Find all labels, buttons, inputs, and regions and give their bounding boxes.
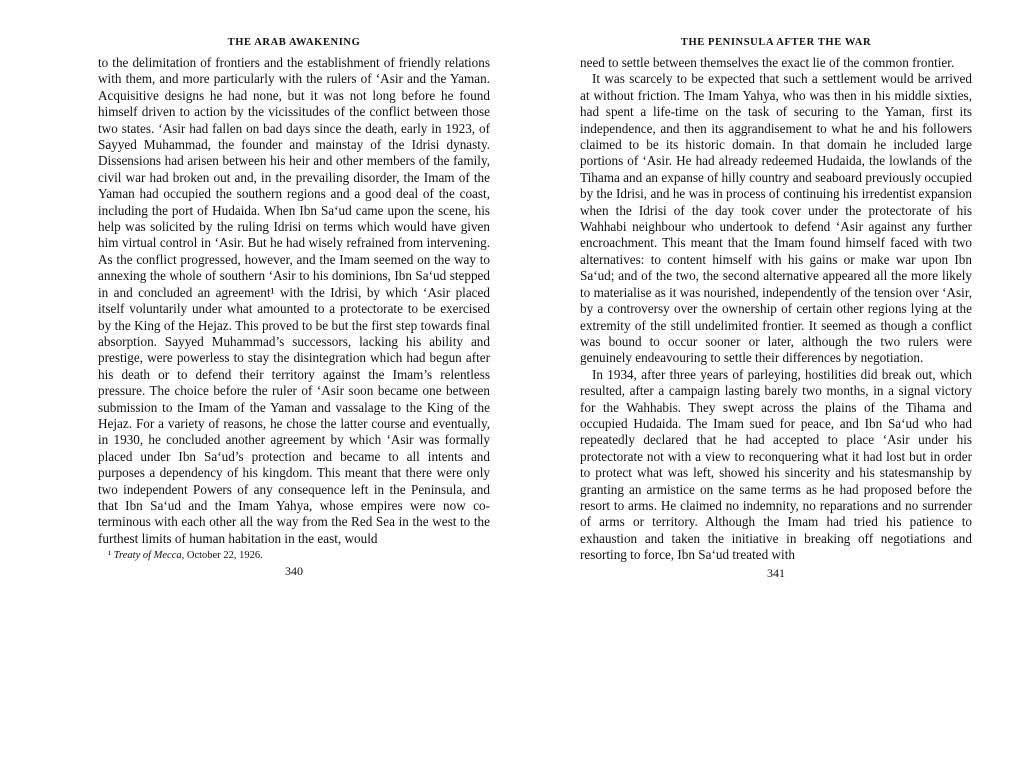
paragraph: to the delimitation of frontiers and the establishment of friendly relations with them, and more particularly with the rulers of ‘Asir and the Yaman. Acquisitive designs he had none, but it was not long before he found himself driven to action by the vicissitudes of the conflict between those two states. ‘Asir had fallen on bad days since the death, early in 1923, of Sayyed Muhammad, the founder and mainstay of the Idrisi dynasty. Dissensions had arisen between his heir and other members of the family, civil war had broken out and, in the prevailing disorder, the Imam of the Yaman had occupied the southern regions and a good deal of the coast, including the port of Hudaida. When Ibn Sa‘ud came upon the scene, his help was solicited by the ruling Idrisi on terms which would have given him virtual control in ‘Asir. But he had wisely refrained from intervening. As the conflict progressed, however, and the Imam seemed on the way to annexing the whole of southern ‘Asir to his dominions, Ibn Sa‘ud stepped in and concluded an agreement¹ with the Idrisi, by which ‘Asir placed itself voluntarily under what amounted to a protectorate to be exercised by the King of the Hejaz. This proved to be but the first step towards final absorption. Sayyed Muhammad’s successors, lacking his ability and prestige, were powerless to stay the disintegration which had begun after his death or to defend their territory against the Imam’s relentless pressure. The choice before the ruler of ‘Asir soon became one between submission to the Imam of the Yaman and vassalage to the King of the Hejaz. For a variety of reasons, he chose the latter course and eventually, in 1930, he concluded another agreement by which ‘Asir was formally placed under Ibn Sa‘ud’s protection and became to all intents and purposes a dependency of his kingdom. This meant that there were only two independent Powers of any consequence left in the Peninsula, and that Ibn Sa‘ud and the Imam Yahya, whose empires were now co-terminous with each other all the way from the Red Sea in the west to the furthest limits of human habitation in the east, would <box>98 55 490 546</box>
paragraph: need to settle between themselves the exact lie of the common frontier. <box>580 55 955 70</box>
running-head-left: THE ARAB AWAKENING <box>227 37 361 48</box>
footnote-marker: ¹ <box>108 550 112 562</box>
left-page-body <box>98 55 490 547</box>
left-page <box>98 0 490 579</box>
page-number-left: 340 <box>285 564 303 579</box>
page-number-right: 341 <box>767 565 785 580</box>
footnote-text: , October 22, 1926. <box>181 550 263 562</box>
paragraph: It was scarcely to be expected that such a settlement would be arrived at without friction. The Imam Yahya, who was then in his middle sixties, had spent a life-time on the task of securing to the Yaman, first its independence, and then its aggrandisement to what he and his followers claimed to be its historic domain. In that domain he included large portions of ‘Asir. He had already redeemed Hudaida, the lowlands of the Tihama and an expanse of hilly country and seaboard previously occupied by the Idrisi, and he was in process of continuing his irredentist expansion when the Idrisi of the day took cover under the protectorate of his Wahhabi neighbour who undertook to defend ‘Asir against any further encroachment. This meant that the Imam found himself faced with two alternatives: to content himself with his gains or make war upon Ibn Sa‘ud; and of the two, the second alternative appeared all the more likely to materialise as it was nourished, independently of the tension over ‘Asir, by a controversy over the ownership of certain other regions lying at the extremity of the still undelimited frontier. It seemed as though a conflict was bound to occur sooner or later, although the two rulers were genuinely endeavouring to settle their differences by negotiation. <box>580 71 972 366</box>
footnote-title: Treaty of Mecca <box>113 550 182 562</box>
right-page-body <box>580 55 972 564</box>
footnote <box>98 549 490 562</box>
right-page <box>580 0 972 581</box>
running-head-right: THE PENINSULA AFTER THE WAR <box>680 37 872 48</box>
paragraph: In 1934, after three years of parleying, hostilities did break out, which resulted, after a campaign lasting barely two months, in a signal victory for the Wahhabis. They swept across the plains of the Tihama and occupied Hudaida. The Imam sued for peace, and Ibn Sa‘ud who had repeatedly declared that he had accepted to place ‘Asir under his protectorate not with a view to reconquering what it had lost but in order to protect what was left, showed his sincerity and his statesmanship by granting an armistice on the same terms as he had proposed before the resort to arms. He claimed no indemnity, no reparations and no surrender of arms or territory. Although the Imam had tried his patience to exhaustion and taken the initiative in breaking off negotiations and resorting to force, Ibn Sa‘ud treated with <box>580 366 972 563</box>
